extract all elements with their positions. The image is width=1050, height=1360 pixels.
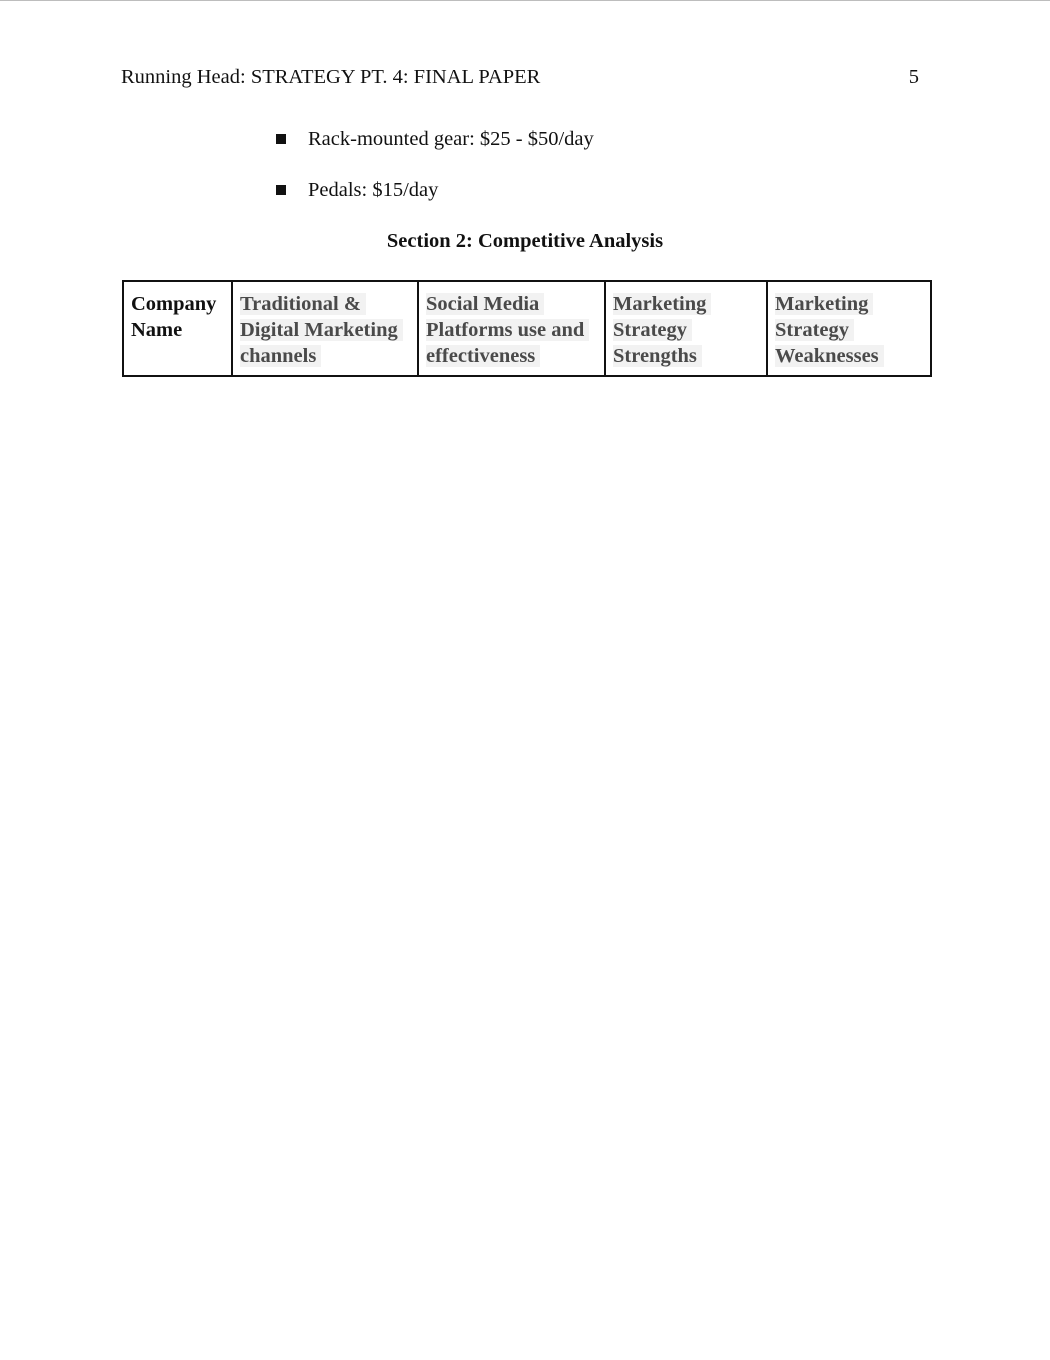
column-header-label: Social Media Platforms use and effectiveness <box>426 293 589 367</box>
column-header-strengths <box>605 281 767 376</box>
list-item-text: Pedals: $15/day <box>308 178 439 201</box>
column-header-label: Company Name <box>131 293 217 341</box>
square-bullet-icon <box>276 185 286 195</box>
running-head: Running Head: STRATEGY PT. 4: FINAL PAPER <box>121 66 541 88</box>
column-header-label: Marketing Strategy Weaknesses <box>775 293 884 367</box>
list-item <box>276 126 594 152</box>
column-header-label: Marketing Strategy Strengths <box>613 293 711 367</box>
column-header-company-name <box>123 281 232 376</box>
column-header-label: Traditional & Digital Marketing channels <box>240 293 403 367</box>
column-header-weaknesses <box>767 281 931 376</box>
list-item <box>276 177 594 203</box>
pricing-bullet-list <box>276 126 594 228</box>
page-number: 5 <box>908 66 919 88</box>
square-bullet-icon <box>276 134 286 144</box>
list-item-text: Rack-mounted gear: $25 - $50/day <box>308 127 594 150</box>
column-header-marketing-channels <box>232 281 418 376</box>
section-heading: Section 2: Competitive Analysis <box>386 230 664 252</box>
column-header-social-media <box>418 281 605 376</box>
page-top-border <box>0 0 1050 1</box>
competitive-analysis-table <box>122 280 932 377</box>
table-header-row <box>123 281 931 376</box>
